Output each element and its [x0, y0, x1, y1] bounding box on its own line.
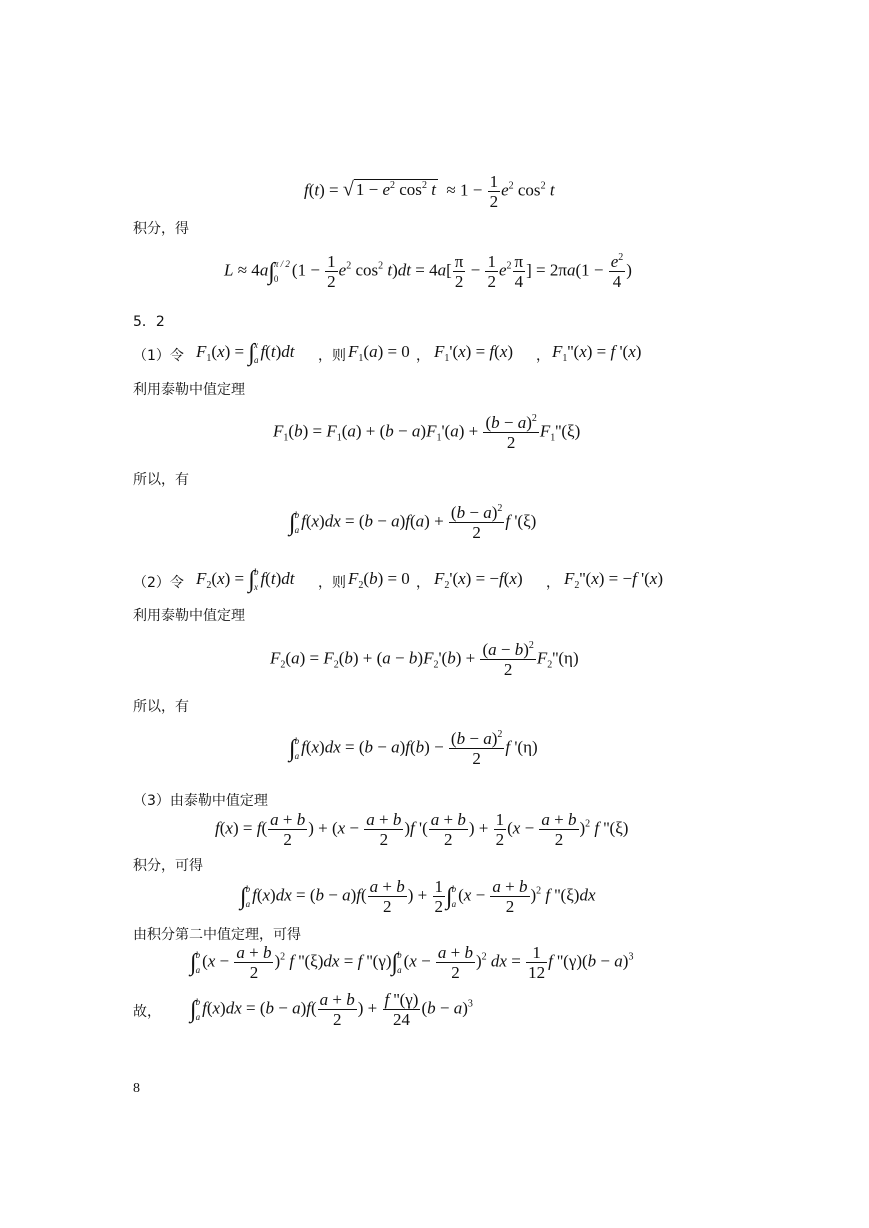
- text-so-have-2: 所以，有: [133, 699, 189, 715]
- part1-let-label: （1）令: [133, 348, 184, 364]
- equation-F2-prime: $F_2'(x) = -f(x)$: [434, 569, 523, 591]
- text-taylor-2: 利用泰勒中值定理: [133, 608, 245, 624]
- equation-F1-a-zero: $F_1(a) = 0$: [348, 342, 410, 364]
- text-second-mvt: 由积分第二中值定理，可得: [133, 927, 301, 943]
- text-comma-2: ，: [536, 348, 550, 364]
- text-therefore: 故，: [133, 1004, 161, 1020]
- equation-integral-result-2: ∫ b a f(x)dx = (b − a)f(b) − $\frac{(b - a)^2}{2}$ f '(η): [289, 729, 538, 768]
- part2-let-label: （2）令: [133, 575, 184, 591]
- equation-F2-definition: $F_2(x)$ = ∫ b x f(t)dt: [196, 567, 295, 593]
- equation-second-mvt: ∫ b a (x − $\frac{a + b}{2}$ )$^2$ f ''(ξ)dx = f ''(γ)∫ b a (x − $\frac{a + b}{2}$ )$^2$ dx = $\frac{1}{12}$ f ''$(\gamma)(b - a)^3$: [190, 943, 634, 982]
- equation-F2-double-prime: $F_2''(x) = -f$ '(x): [564, 569, 664, 591]
- equation-integrate-midpoint: ∫ b a f(x)dx = (b − a)f( $\frac{a + b}{2}$ ) + $\frac{1}{2}$ ∫ b a (x − $\frac{a + b}{2}$ )$^2$ f ''(ξ)dx: [240, 877, 596, 916]
- equation-F2-b-zero: $F_2(b) = 0$: [348, 569, 410, 591]
- equation-F1-prime: $F_1'(x) = f(x)$: [434, 342, 514, 364]
- text-then-2: ，则: [318, 575, 346, 591]
- text-comma-1: ，: [416, 348, 430, 364]
- text-comma-4: ，: [546, 575, 560, 591]
- equation-F2-taylor: $F_2(a) = F_2(b) + (a - b)F_2'(b)$ + $\frac{(a - b)^2}{2}$ $F_2''(\eta)$: [270, 640, 579, 679]
- text-so-have-1: 所以，有: [133, 472, 189, 488]
- equation-integral-result-1: ∫ b a f(x)dx = (b − a)f(a) + $\frac{(b - a)^2}{2}$ f '(ξ): [289, 503, 537, 542]
- equation-final-result: ∫ b a f(x)dx = (b − a)f( $\frac{a + b}{2}$ ) + $\frac{f ''(\gamma)}{24}$ $(b - a)^3$: [190, 990, 473, 1029]
- part3-label: （3）由泰勒中值定理: [133, 793, 268, 809]
- text-integrate-can: 积分，可得: [133, 858, 203, 874]
- section-number: 5．2: [133, 314, 165, 330]
- equation-F1-taylor: $F_1(b) = F_1(a) + (b - a)F_1'(a)$ + $\frac{(b - a)^2}{2}$ $F_1''(\xi)$: [273, 413, 581, 452]
- equation-L-approx: L ≈ 4a∫ π / 2 0 (1 − $\frac{1}{2}$ $e^2$ $\cos^2 t)dt = 4a$[ $\frac{\pi}{2}$ − $\frac{1}{2}$ $e^2$ $\frac{\pi}{4}$ ] = 2πa(1 − $\frac{e^2}{4}$ ): [224, 252, 632, 291]
- text-integrate-get: 积分，得: [133, 221, 189, 237]
- text-comma-3: ，: [416, 575, 430, 591]
- equation-taylor-midpoint: f(x) = f( $\frac{a + b}{2}$ ) + (x − $\frac{a + b}{2}$ )f '( $\frac{a + b}{2}$ ) + $\frac{1}{2}$ (x − $\frac{a + b}{2}$ )$^2$ f ''(ξ): [215, 810, 629, 849]
- equation-F1-double-prime: $F_1''(x) = f$ '(x): [552, 342, 642, 364]
- equation-ft-approx: f(t) = √ $1 - e^2$ $\cos^2 t \approx 1$ − $\frac{1}{2}$ $e^2$ $\cos^2 t$: [304, 172, 555, 211]
- equation-F1-definition: $F_1(x)$ = ∫ x a f(t)dt: [196, 340, 295, 366]
- text-then-1: ，则: [318, 348, 346, 364]
- page-number: 8: [133, 1081, 140, 1096]
- text-taylor-1: 利用泰勒中值定理: [133, 382, 245, 398]
